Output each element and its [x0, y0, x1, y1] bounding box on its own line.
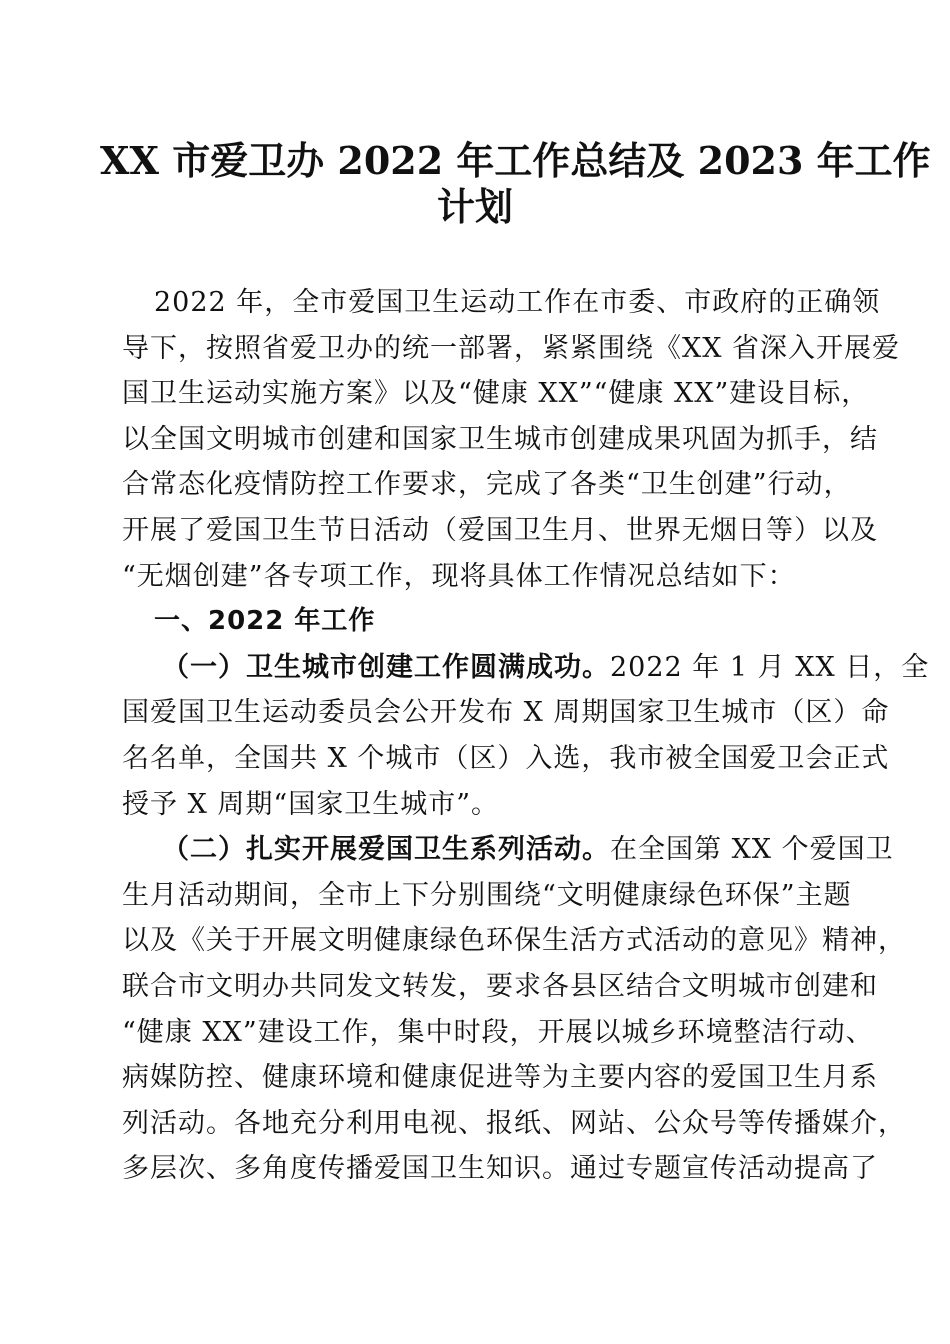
- item-2-line: 生月活动期间，全市上下分别围绕“文明健康绿色环保”主题: [122, 879, 852, 911]
- item-1-lead: （一）卫生城市创建工作圆满成功。: [162, 651, 610, 683]
- intro-line: 2022 年，全市爱国卫生运动工作在市委、市政府的正确领: [154, 287, 881, 318]
- section-heading: 一、2022 年工作: [154, 606, 376, 637]
- item-1-first-line: [122, 645, 930, 691]
- intro-line: “无烟创建”各专项工作，现将具体工作情况总结如下：: [122, 560, 796, 592]
- item-2-line: 病媒防控、健康环境和健康促进等为主要内容的爱国卫生月系: [122, 1062, 878, 1094]
- intro-line: 开展了爱国卫生节日活动（爱国卫生月、世界无烟日等）以及: [122, 514, 878, 546]
- title-line-2: 计划: [436, 184, 513, 229]
- item-2-line: “健康 XX”建设工作，集中时段，开展以城乡环境整洁行动、: [122, 1016, 874, 1048]
- item-1-line: 名名单，全国共 X 个城市（区）入选，我市被全国爱卫会正式: [122, 742, 890, 774]
- item-1-line: 授予 X 周期“国家卫生城市”。: [122, 788, 499, 820]
- item-2-first-line: [122, 827, 894, 873]
- item-1-paragraph: [122, 645, 930, 827]
- item-1-lead-rest: 2022 年 1 月 XX 日，全: [610, 651, 930, 683]
- item-2-line: 多层次、多角度传播爱国卫生知识。通过专题宣传活动提高了: [122, 1153, 878, 1185]
- intro-paragraph: [122, 280, 901, 599]
- title-line-1: XX 市爱卫办 2022 年工作总结及 2023 年工作: [100, 138, 931, 183]
- item-2-lead: （二）扎实开展爱国卫生系列活动。: [162, 834, 610, 866]
- intro-line: 以全国文明城市创建和国家卫生城市创建成果巩固为抓手，结: [122, 423, 878, 455]
- item-2-line: 以及《关于开展文明健康绿色环保生活方式活动的意见》精神，: [122, 925, 906, 957]
- document-body: [122, 280, 930, 1192]
- intro-line: 导下，按照省爱卫办的统一部署，紧紧围绕《XX 省深入开展爱: [122, 332, 901, 364]
- intro-line: 国卫生运动实施方案》以及“健康 XX”“健康 XX”建设目标，: [122, 378, 870, 410]
- item-2-paragraph: [122, 827, 906, 1192]
- item-2-line: 列活动。各地充分利用电视、报纸、网站、公众号等传播媒介，: [122, 1107, 906, 1139]
- intro-line: 合常态化疫情防控工作要求，完成了各类“卫生创建”行动，: [122, 469, 852, 501]
- item-2-lead-rest: 在全国第 XX 个爱国卫: [610, 834, 894, 866]
- document-title: [100, 138, 931, 230]
- item-2-line: 联合市文明办共同发文转发，要求各县区结合文明城市创建和: [122, 970, 878, 1002]
- item-1-line: 国爱国卫生运动委员会公开发布 X 周期国家卫生城市（区）命: [122, 697, 890, 729]
